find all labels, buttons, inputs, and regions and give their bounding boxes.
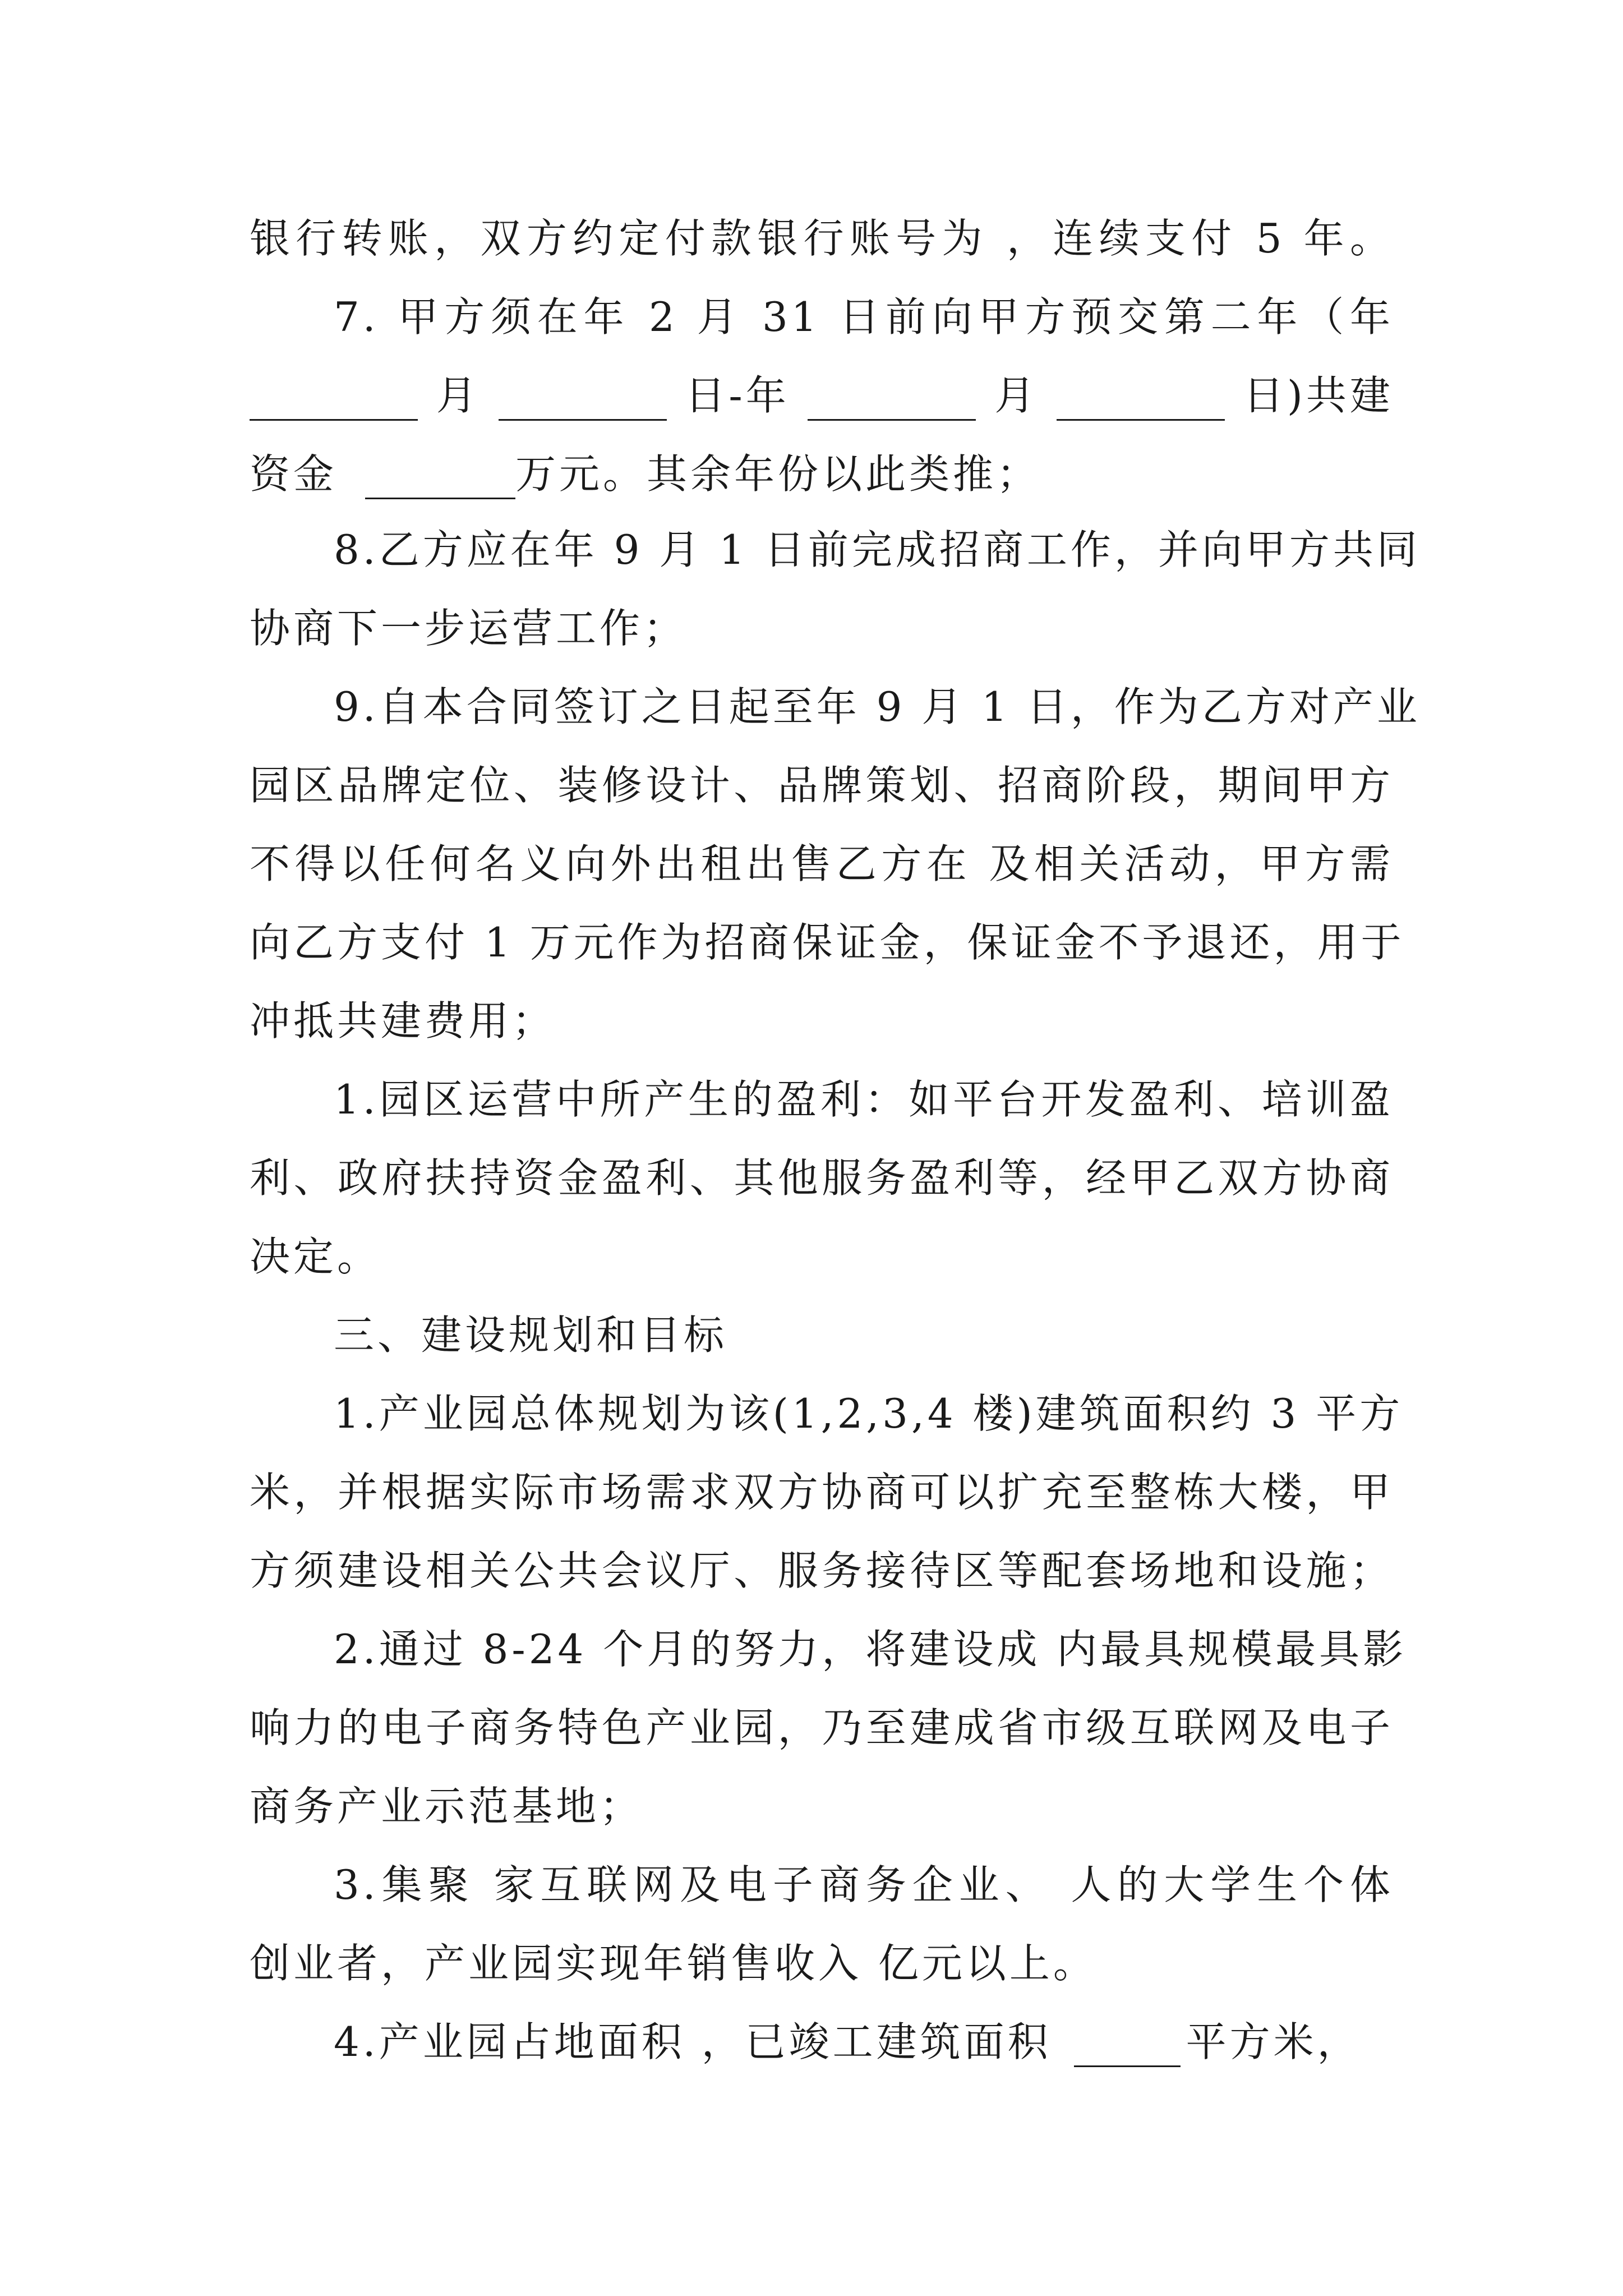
- blank-field: [1074, 2031, 1181, 2067]
- blank-field: [808, 384, 976, 421]
- blank-field: [499, 384, 667, 421]
- text-line: 2.通过 8-24 个月的努力，将建设成 内最具规模最具影: [334, 1626, 1407, 1673]
- blank-field: [250, 384, 418, 421]
- text-segment: 月: [994, 372, 1039, 419]
- blank-field: [365, 463, 515, 499]
- text-line: 米，并根据实际市场需求双方协商可以扩充至整栋大楼，甲: [250, 1469, 1394, 1516]
- text-line: 方须建设相关公共会议厅、服务接待区等配套场地和设施；: [250, 1547, 1394, 1594]
- text-line: 1.园区运营中所产生的盈利：如平台开发盈利、培训盈: [334, 1076, 1394, 1123]
- text-line: 银行转账，双方约定付款银行账号为 ，连续支付 5 年。: [250, 215, 1394, 262]
- text-line: 响力的电子商务特色产业园，乃至建成省市级互联网及电子: [250, 1704, 1394, 1751]
- text-line: 9.自本合同签订之日起至年 9 月 1 日，作为乙方对产业: [334, 683, 1421, 730]
- text-line: 向乙方支付 1 万元作为招商保证金，保证金不予退还，用于: [250, 919, 1405, 966]
- text-line: 3.集聚 家互联网及电子商务企业、 人的大学生个体: [334, 1861, 1394, 1908]
- text-line: 7. 甲方须在年 2 月 31 日前向甲方预交第二年（年: [334, 293, 1394, 341]
- fund-line: [250, 449, 1040, 499]
- text-line: 创业者，产业园实现年销售收入 亿元以上。: [250, 1940, 1097, 1987]
- text-segment: 日-年: [685, 372, 790, 419]
- text-line: 商务产业示范基地；: [250, 1783, 644, 1830]
- text-segment: 日)共建: [1243, 372, 1394, 419]
- area-line: [334, 2017, 1394, 2067]
- text-line: 8.乙方应在年 9 月 1 日前完成招商工作，并向甲方共同: [334, 526, 1421, 573]
- text-segment: 月: [436, 372, 480, 419]
- text-segment: 4.产业园占地面积 ，已竣工建筑面积: [334, 2018, 1052, 2065]
- text-line: 1.产业园总体规划为该(1,2,3,4 楼)建筑面积约 3 平方: [334, 1390, 1404, 1437]
- section-heading: 三、建设规划和目标: [334, 1312, 728, 1359]
- text-line: 利、政府扶持资金盈利、其他服务盈利等，经甲乙双方协商: [250, 1154, 1394, 1202]
- text-line: 不得以任何名义向外出租出售乙方在 及相关活动，甲方需: [250, 840, 1394, 887]
- text-segment: 资金: [250, 450, 338, 498]
- text-segment: 平方米，: [1186, 2018, 1361, 2065]
- date-range-line: [250, 370, 1394, 421]
- blank-field: [1057, 384, 1225, 421]
- text-line: 园区品牌定位、装修设计、品牌策划、招商阶段，期间甲方: [250, 762, 1394, 809]
- text-line: 协商下一步运营工作；: [250, 605, 688, 652]
- text-line: 决定。: [250, 1233, 381, 1280]
- text-line: 冲抵共建费用；: [250, 997, 556, 1045]
- text-segment: 万元。其余年份以此类推；: [515, 450, 1040, 498]
